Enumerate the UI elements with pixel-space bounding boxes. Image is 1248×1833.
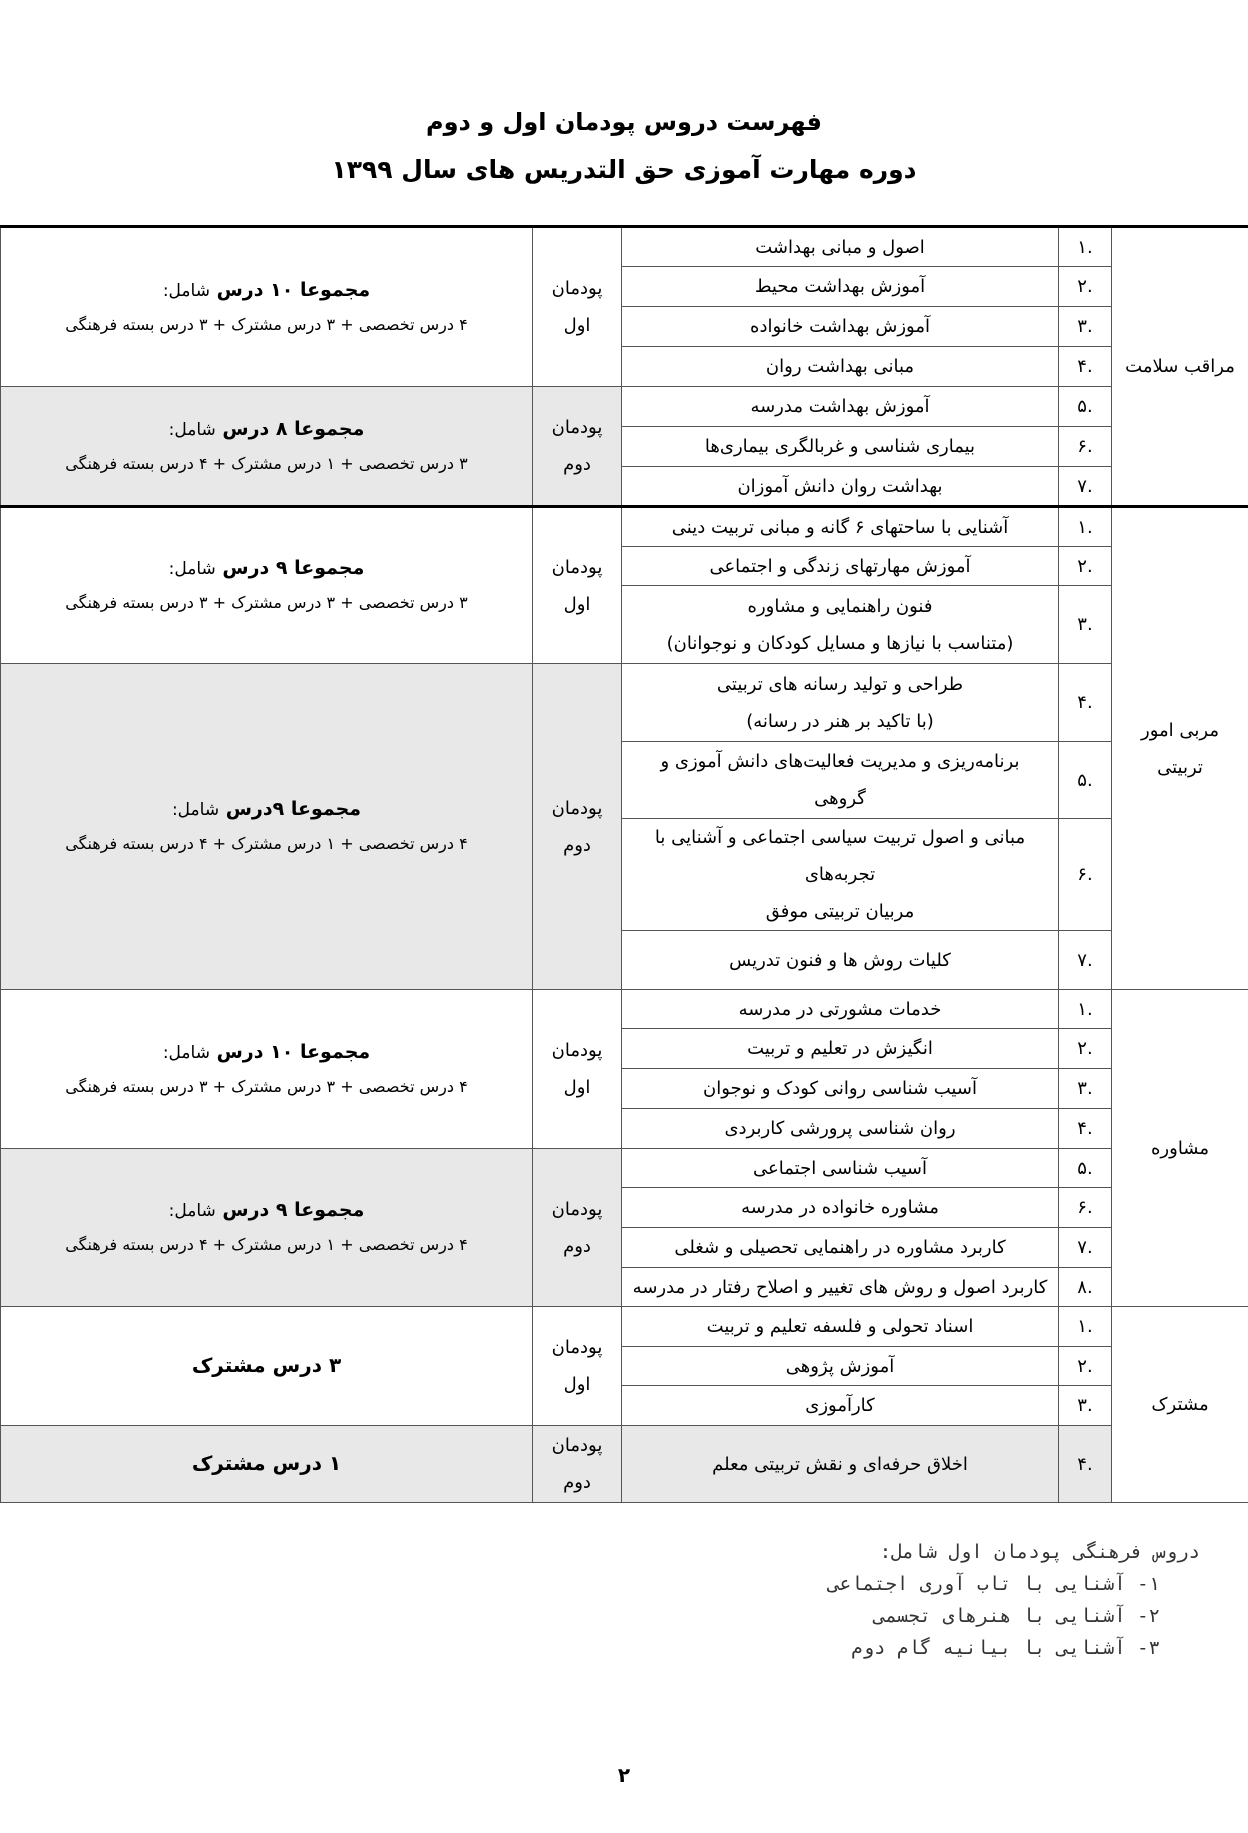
podman-label: پودمان اول — [533, 1307, 622, 1426]
row-number: .۷ — [1059, 1228, 1112, 1268]
course-title: کاربرد اصول و روش های تغییر و اصلاح رفتار در مدرسه — [622, 1268, 1059, 1307]
row-number: .۵ — [1059, 387, 1112, 427]
row-number: .۶ — [1059, 819, 1112, 931]
row-number: .۲ — [1059, 267, 1112, 307]
footnote-item: ۳- آشنایی با بیانیه گام دوم — [851, 1637, 1160, 1659]
row-number: .۲ — [1059, 547, 1112, 586]
podman-summary: مجموعا ۹درس شامل: ۴ درس تخصصی + ۱ درس مشترک + ۴ درس بسته فرهنگی — [1, 664, 533, 990]
row-number: .۴ — [1059, 347, 1112, 387]
row-number: .۱ — [1059, 507, 1112, 547]
table-row — [1, 1307, 1248, 1347]
course-title: آموزش بهداشت خانواده — [622, 307, 1059, 347]
podman-label: پودمان اول — [533, 990, 622, 1149]
podman-label: پودمان دوم — [533, 1426, 622, 1503]
row-number: .۷ — [1059, 467, 1112, 507]
category-cell: مشترک — [1112, 1307, 1248, 1503]
row-number: .۷ — [1059, 931, 1112, 990]
row-number: .۱ — [1059, 1307, 1112, 1347]
course-title: بیماری شناسی و غربالگری بیماری‌ها — [622, 427, 1059, 467]
table-row — [1, 1149, 1248, 1188]
row-number: .۴ — [1059, 664, 1112, 742]
table-row — [1, 1426, 1248, 1503]
course-title: بهداشت روان دانش آموزان — [622, 467, 1059, 507]
course-title: برنامه‌ریزی و مدیریت فعالیت‌های دانش آموزی و گروهی — [622, 742, 1059, 819]
podman-label: پودمان دوم — [533, 664, 622, 990]
course-title: طراحی و تولید رسانه های تربیتی (با تاکید بر هنر در رسانه) — [622, 664, 1059, 742]
podman-summary: ۱ درس مشترک — [1, 1426, 533, 1503]
podman-label: پودمان اول — [533, 507, 622, 664]
row-number: .۸ — [1059, 1268, 1112, 1307]
course-title: فنون راهنمایی و مشاوره (متناسب با نیازها و مسایل کودکان و نوجوانان) — [622, 586, 1059, 664]
podman-label: پودمان دوم — [533, 387, 622, 507]
podman-summary: مجموعا ۱۰ درس شامل: ۴ درس تخصصی + ۳ درس مشترک + ۳ درس بسته فرهنگی — [1, 990, 533, 1149]
row-number: .۵ — [1059, 1149, 1112, 1188]
course-title: اسناد تحولی و فلسفه تعلیم و تربیت — [622, 1307, 1059, 1347]
row-number: .۴ — [1059, 1109, 1112, 1149]
course-title: خدمات مشورتی در مدرسه — [622, 990, 1059, 1029]
course-title: کلیات روش ها و فنون تدریس — [622, 931, 1059, 990]
course-table — [0, 225, 1248, 1503]
page-number: ۲ — [617, 1763, 631, 1787]
page-title: فهرست دروس پودمان اول و دوم — [426, 108, 822, 136]
row-number: .۳ — [1059, 307, 1112, 347]
row-number: .۳ — [1059, 586, 1112, 664]
table-row — [1, 507, 1248, 547]
category-cell: مراقب سلامت — [1112, 227, 1248, 507]
podman-label: پودمان دوم — [533, 1149, 622, 1307]
footnote-item: ۱- آشنایی با تاب آوری اجتماعی — [828, 1573, 1160, 1595]
row-number: .۶ — [1059, 427, 1112, 467]
podman-summary: مجموعا ۸ درس شامل: ۳ درس تخصصی + ۱ درس مشترک + ۴ درس بسته فرهنگی — [1, 387, 533, 507]
podman-summary: ۳ درس مشترک — [1, 1307, 533, 1426]
category-cell: مربی امور تربیتی — [1112, 507, 1248, 990]
course-title: کاربرد مشاوره در راهنمایی تحصیلی و شغلی — [622, 1228, 1059, 1268]
table-row — [1, 227, 1248, 267]
row-number: .۶ — [1059, 1188, 1112, 1228]
podman-summary: مجموعا ۹ درس شامل: ۴ درس تخصصی + ۱ درس مشترک + ۴ درس بسته فرهنگی — [1, 1149, 533, 1307]
table-row — [1, 990, 1248, 1029]
row-number: .۱ — [1059, 227, 1112, 267]
course-title: مبانی و اصول تربیت سیاسی اجتماعی و آشنایی با تجربه‌های مربیان تربیتی موفق — [622, 819, 1059, 931]
row-number: .۲ — [1059, 1347, 1112, 1386]
row-number: .۳ — [1059, 1069, 1112, 1109]
course-title: آسیب شناسی روانی کودک و نوجوان — [622, 1069, 1059, 1109]
footnote-heading: دروس فرهنگی پودمان اول شامل: — [879, 1541, 1200, 1563]
course-title: آسیب شناسی اجتماعی — [622, 1149, 1059, 1188]
row-number: .۱ — [1059, 990, 1112, 1029]
course-title: آموزش بهداشت محیط — [622, 267, 1059, 307]
course-title: روان شناسی پرورشی کاربردی — [622, 1109, 1059, 1149]
table-row — [1, 387, 1248, 427]
table-row — [1, 664, 1248, 742]
row-number: .۲ — [1059, 1029, 1112, 1069]
page-subtitle: دوره مهارت آموزی حق التدریس های سال ۱۳۹۹ — [331, 155, 917, 184]
course-title: آموزش مهارتهای زندگی و اجتماعی — [622, 547, 1059, 586]
course-title: آشنایی با ساحتهای ۶ گانه و مبانی تربیت دینی — [622, 507, 1059, 547]
course-title: آموزش پژوهی — [622, 1347, 1059, 1386]
row-number: .۳ — [1059, 1386, 1112, 1426]
course-title: انگیزش در تعلیم و تربیت — [622, 1029, 1059, 1069]
course-title: مبانی بهداشت روان — [622, 347, 1059, 387]
course-title: مشاوره خانواده در مدرسه — [622, 1188, 1059, 1228]
course-title: آموزش بهداشت مدرسه — [622, 387, 1059, 427]
podman-label: پودمان اول — [533, 227, 622, 387]
course-title: کارآموزی — [622, 1386, 1059, 1426]
course-title: اصول و مبانی بهداشت — [622, 227, 1059, 267]
row-number: .۴ — [1059, 1426, 1112, 1503]
podman-summary: مجموعا ۹ درس شامل: ۳ درس تخصصی + ۳ درس مشترک + ۳ درس بسته فرهنگی — [1, 507, 533, 664]
course-title: اخلاق حرفه‌ای و نقش تربیتی معلم — [622, 1426, 1059, 1503]
footnote-item: ۲- آشنایی با هنرهای تجسمی — [874, 1605, 1160, 1627]
row-number: .۵ — [1059, 742, 1112, 819]
category-cell: مشاوره — [1112, 990, 1248, 1307]
podman-summary: مجموعا ۱۰ درس شامل: ۴ درس تخصصی + ۳ درس مشترک + ۳ درس بسته فرهنگی — [1, 227, 533, 387]
